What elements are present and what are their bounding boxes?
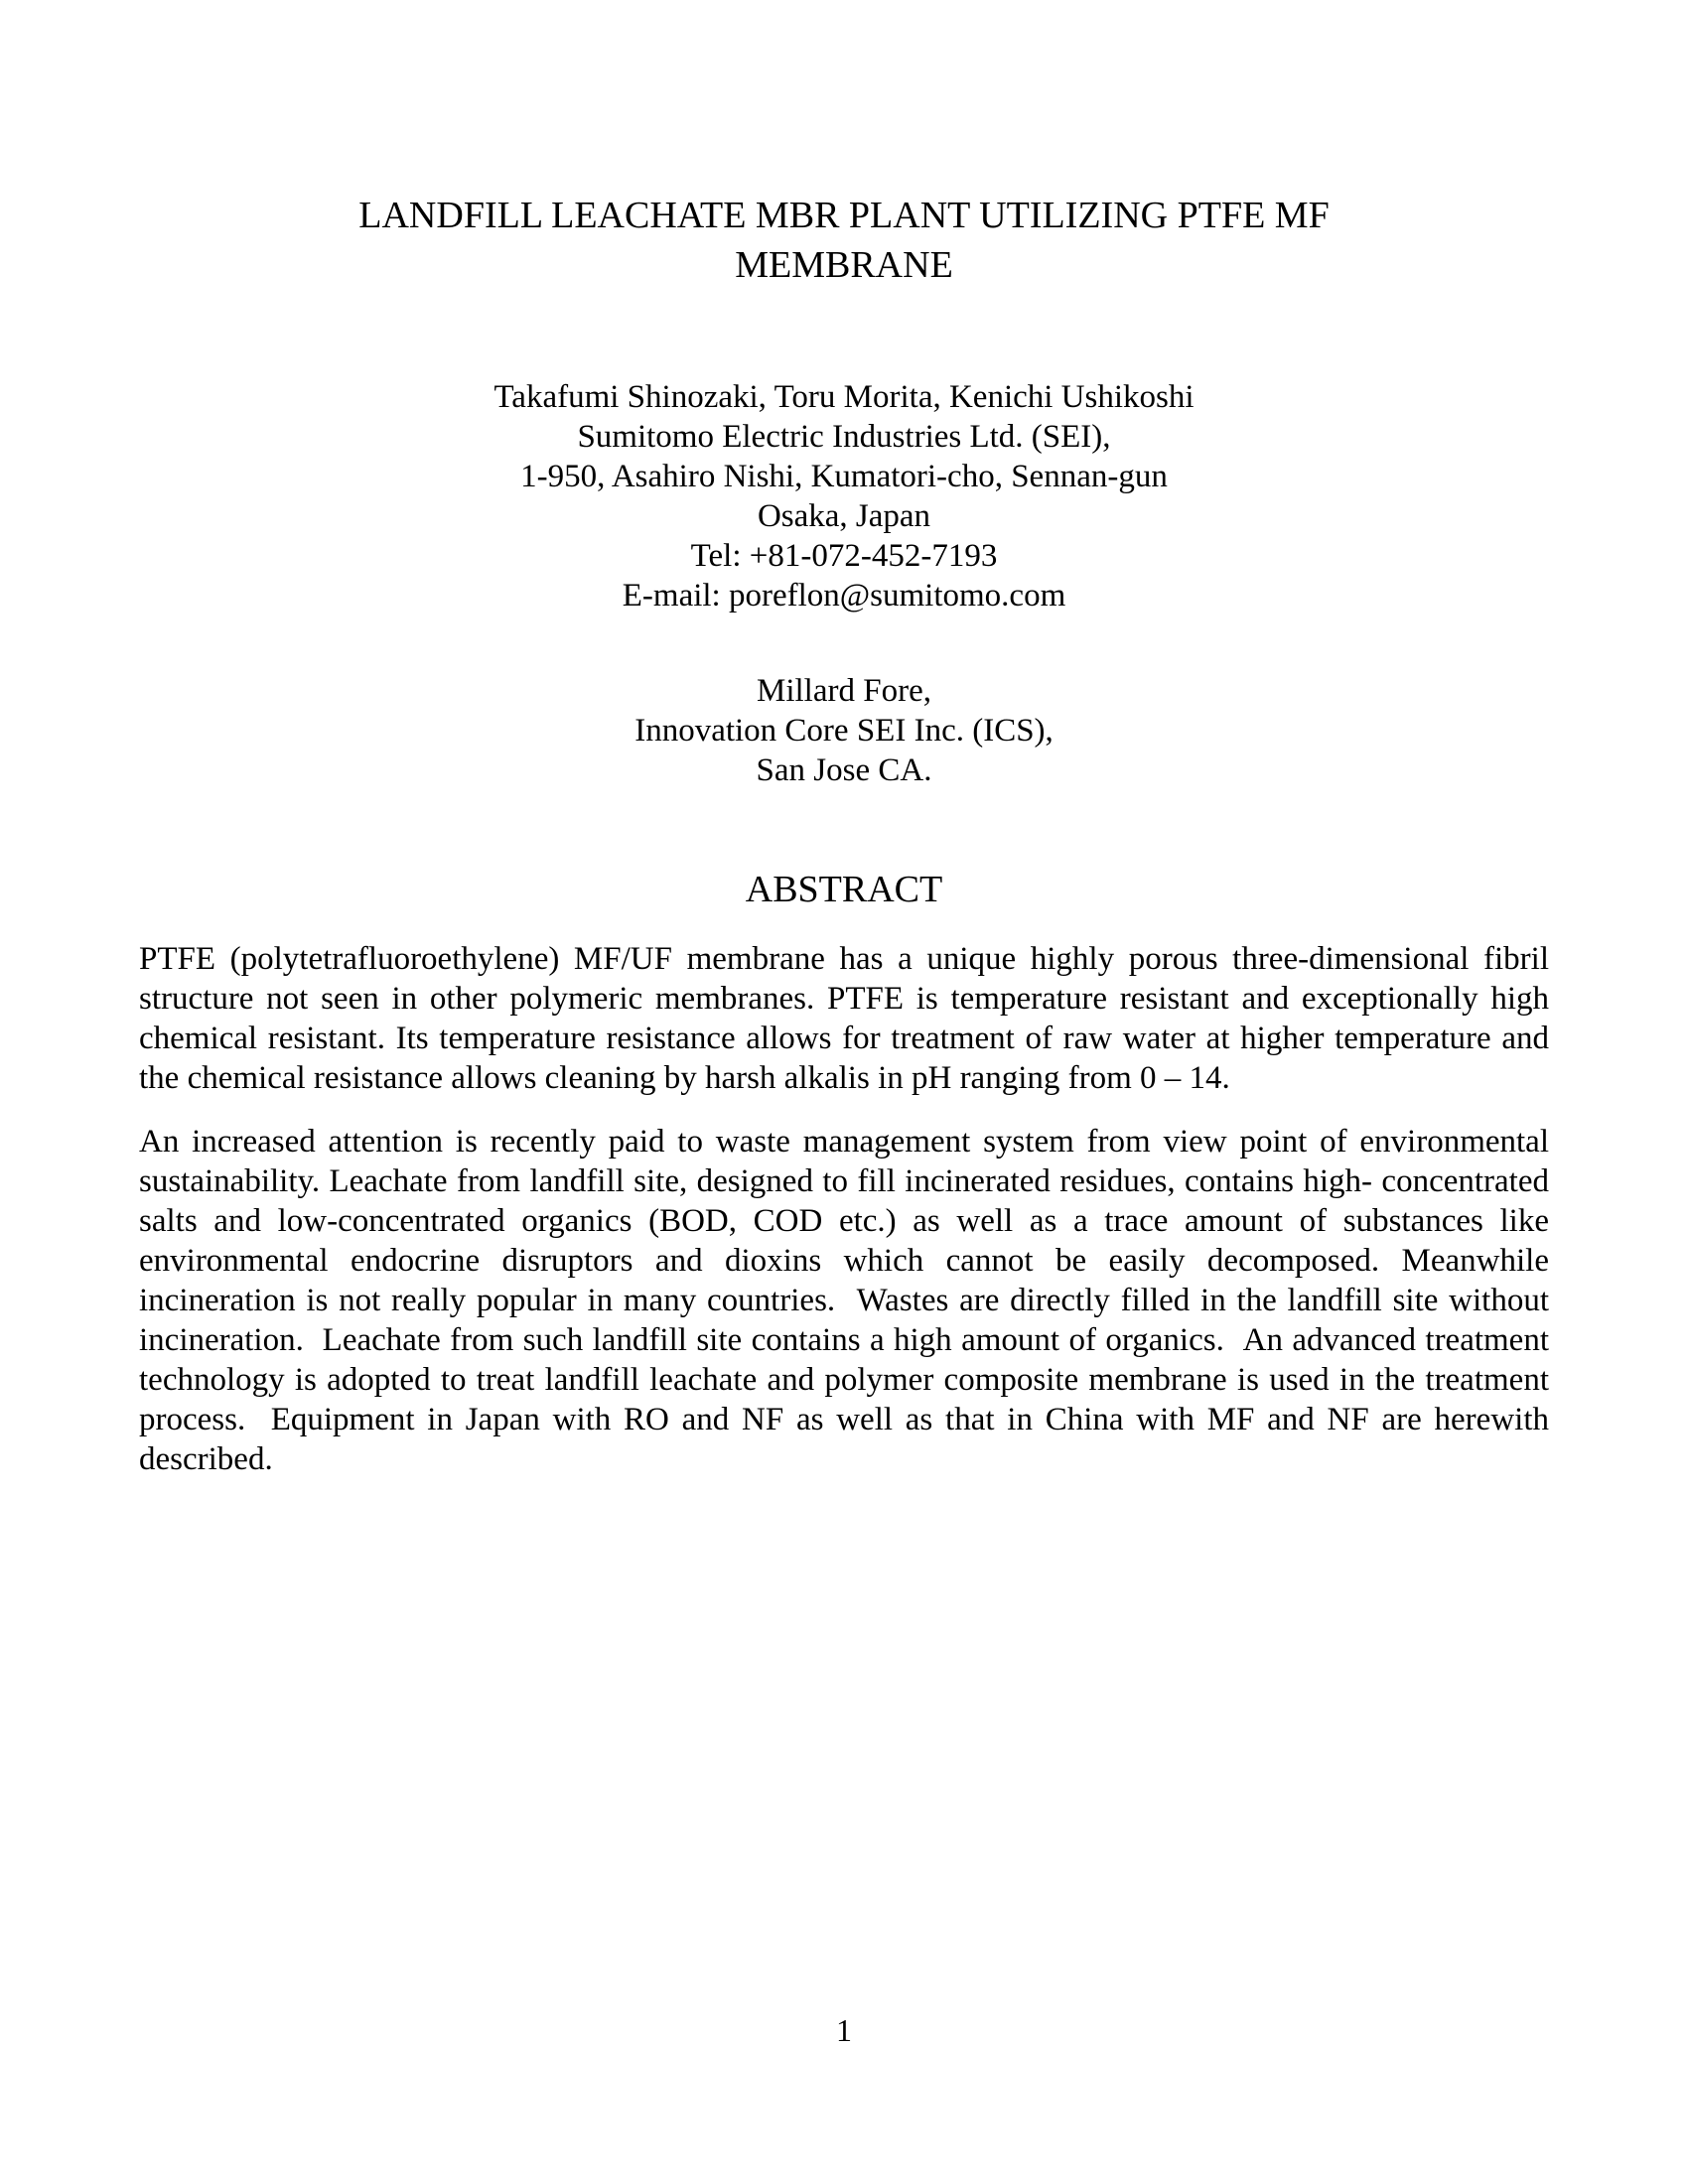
abstract-paragraph-1: PTFE (polytetrafluoroethylene) MF/UF membrane has a unique highly porous three-dimensional fibril structure not seen in other polymeric membranes. PTFE is temperature resistant and exceptionally high chemical resistant. Its temperature resistance allows for treatment of raw water at higher temperature and the chemical resistance allows cleaning by harsh alkalis in pH ranging from 0 – 14. [139, 941, 1549, 1096]
paper-title-line-1: LANDFILL LEACHATE MBR PLANT UTILIZING PTFE MF [358, 195, 1330, 236]
author-address-line: 1-950, Asahiro Nishi, Kumatori-cho, Sennan-gun [520, 459, 1168, 494]
page-number: 1 [836, 2012, 852, 2048]
author-affiliation: Innovation Core SEI Inc. (ICS), [634, 713, 1054, 749]
abstract-paragraph-2: An increased attention is recently paid to waste management system from view point of environmental sustainability. Leachate from landfill site, designed to fill incinerated residues, contains high- concentrated salts and low-concentrated organics (BOD, COD etc.) as well as a trace amount of substances like environmental endocrine disruptors and dioxins which cannot be easily decomposed. Meanwhile incineration is not really popular in many countries. Wastes are directly filled in the landfill site without incineration. Leachate from such landfill site contains a high amount of organics. An advanced treatment technology is adopted to treat landfill leachate and polymer composite membrane is used in the treatment process. Equipment in Japan with RO and NF as well as that in China with MF and NF are herewith described. [139, 1124, 1549, 1477]
author-block-sei [139, 377, 1549, 615]
abstract-heading: ABSTRACT [745, 869, 943, 910]
author-email: E-mail: poreflon@sumitomo.com [622, 578, 1066, 614]
author-affiliation: Sumitomo Electric Industries Ltd. (SEI), [577, 419, 1111, 455]
paper-title-line-2: MEMBRANE [735, 244, 953, 286]
author-block-ics [139, 671, 1549, 790]
author-city: San Jose CA. [756, 752, 932, 788]
author-telephone: Tel: +81-072-452-7193 [690, 538, 998, 574]
paper-title [139, 0, 1549, 290]
author-city-country: Osaka, Japan [757, 498, 931, 534]
author-name: Millard Fore, [757, 673, 931, 709]
author-names: Takafumi Shinozaki, Toru Morita, Kenichi Ushikoshi [493, 379, 1195, 415]
